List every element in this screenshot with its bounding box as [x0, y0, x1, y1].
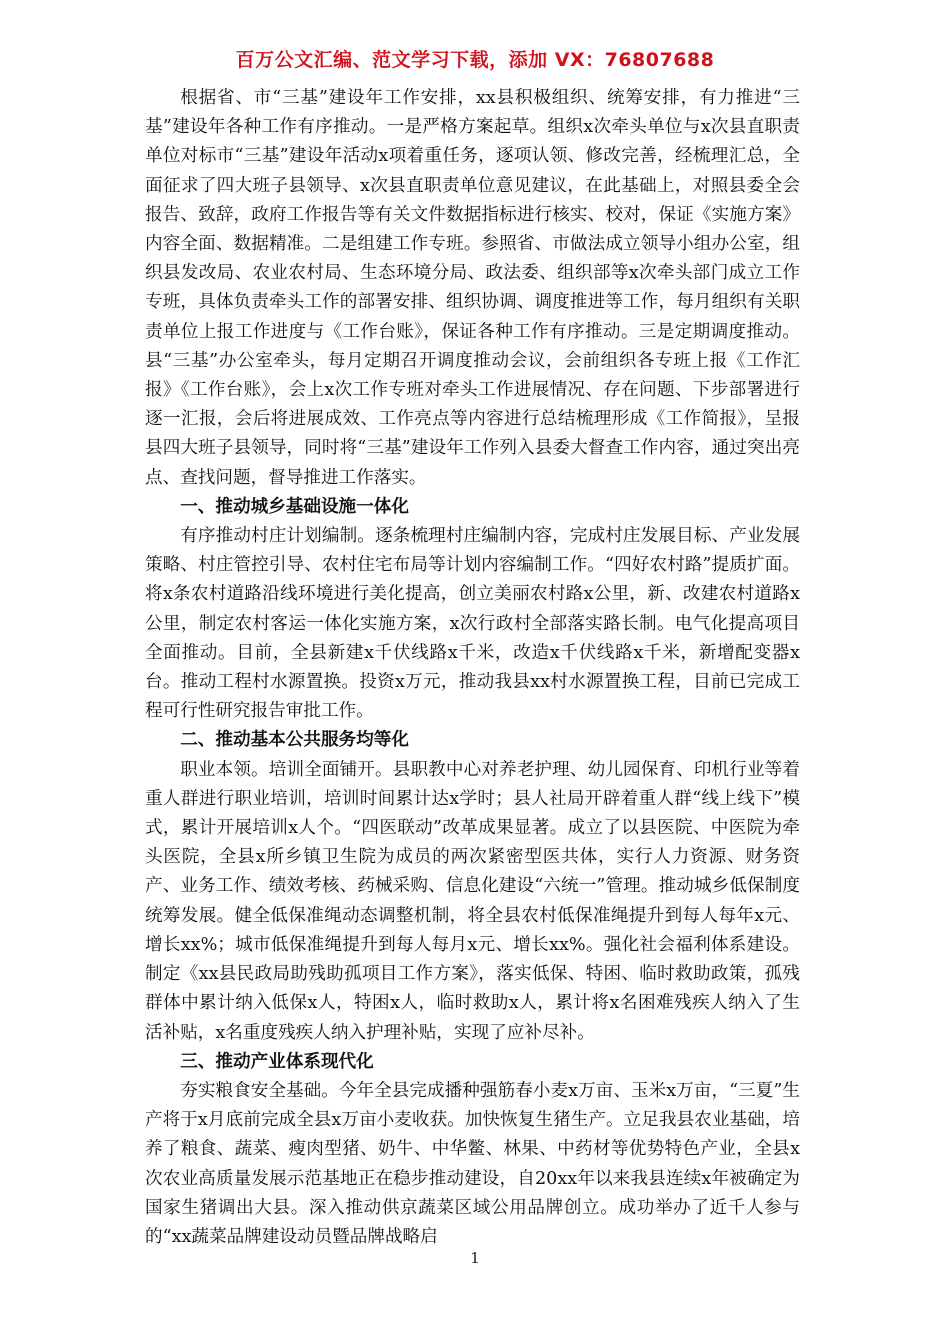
- page-number: 1: [470, 1249, 480, 1267]
- section-heading-1: 一、推动城乡基础设施一体化: [180, 496, 409, 517]
- section-paragraph-3: 夯实粮食安全基础。今年全县完成播种强筋春小麦x万亩、玉米x万亩，“三夏”生产将于x月底前完成全县x万亩小麦收获。加快恢复生猪生产。立足我县农业基础，培养了粮食、蔬菜、瘦肉型猪、奶牛、中华鳖、林果、中药材等优势特色产业，全县x次农业高质量发展示范基地正在稳步推动建设，自20xx年以来我县连续x年被确定为国家生猪调出大县。深入推动供京蔬菜区域公用品牌创立。成功举办了近千人参与的“xx蔬菜品牌建设动员暨品牌战略启: [145, 1080, 800, 1247]
- section-heading-2: 二、推动基本公共服务均等化: [180, 730, 409, 751]
- intro-paragraph: 根据省、市“三基”建设年工作安排，xx县积极组织、统筹安排，有力推进“三基”建设年各种工作有序推动。一是严格方案起草。组织x次牵头单位与x次县直职责单位对标市“三基”建设年活动x项着重任务，逐项认领、修改完善，经梳理汇总，全面征求了四大班子县领导、x次县直职责单位意见建议，在此基础上，对照县委全会报告、致辞，政府工作报告等有关文件数据指标进行核实、校对，保证《实施方案》内容全面、数据精准。二是组建工作专班。参照省、市做法成立领导小组办公室，组织县发改局、农业农村局、生态环境分局、政法委、组织部等x次牵头部门成立工作专班，具体负责牵头工作的部署安排、组织协调、调度推进等工作，每月组织有关职责单位上报工作进度与《工作台账》，保证各种工作有序推动。三是定期调度推动。县“三基”办公室牵头，每月定期召开调度推动会议，会前组织各专班上报《工作汇报》《工作台账》，会上x次工作专班对牵头工作进展情况、存在问题、下步部署进行逐一汇报，会后将进展成效、工作亮点等内容进行总结梳理形成《工作简报》，呈报县四大班子县领导，同时将“三基”建设年工作列入县委大督查工作内容，通过突出亮点、查找问题，督导推进工作落实。: [145, 88, 800, 488]
- section-paragraph-1: 有序推动村庄计划编制。逐条梳理村庄编制内容，完成村庄发展目标、产业发展策略、村庄管控引导、农村住宅布局等计划内容编制工作。“四好农村路”提质扩面。将x条农村道路沿线环境进行美化提高，创立美丽农村路x公里，新、改建农村道路x公里，制定农村客运一体化实施方案，x次行政村全部落实路长制。电气化提高项目全面推动。目前，全县新建x千伏线路x千米，改造x千伏线路x千米，新增配变器x台。推动工程村水源置换。投资x万元，推动我县xx村水源置换工程，目前已完成工程可行性研究报告审批工作。: [145, 526, 800, 722]
- section-heading-3: 三、推动产业体系现代化: [180, 1051, 374, 1072]
- section-paragraph-2: 职业本领。培训全面铺开。县职教中心对养老护理、幼儿园保育、印机行业等着重人群进行职业培训，培训时间累计达x学时；县人社局开辟着重人群“线上线下”模式，累计开展培训x人个。“四医联动”改革成果显著。成立了以县医院、中医院为牵头医院，全县x所乡镇卫生院为成员的两次紧密型医共体，实行人力资源、财务资产、业务工作、绩效考核、药械采购、信息化建设“六统一”管理。推动城乡低保制度统筹发展。健全低保准绳动态调整机制，将全县农村低保准绳提升到每人每年x元、增长xx%；城市低保准绳提升到每人每月x元、增长xx%。强化社会福利体系建设。制定《xx县民政局助残助孤项目工作方案》，落实低保、特困、临时救助政策，孤残群体中累计纳入低保x人，特困x人，临时救助x人，累计将x名困难残疾人纳入了生活补贴，x名重度残疾人纳入护理补贴，实现了应补尽补。: [145, 759, 800, 1043]
- document-body: [145, 84, 800, 1252]
- header-banner: 百万公文汇编、范文学习下载，添加 VX：76807688: [235, 49, 715, 71]
